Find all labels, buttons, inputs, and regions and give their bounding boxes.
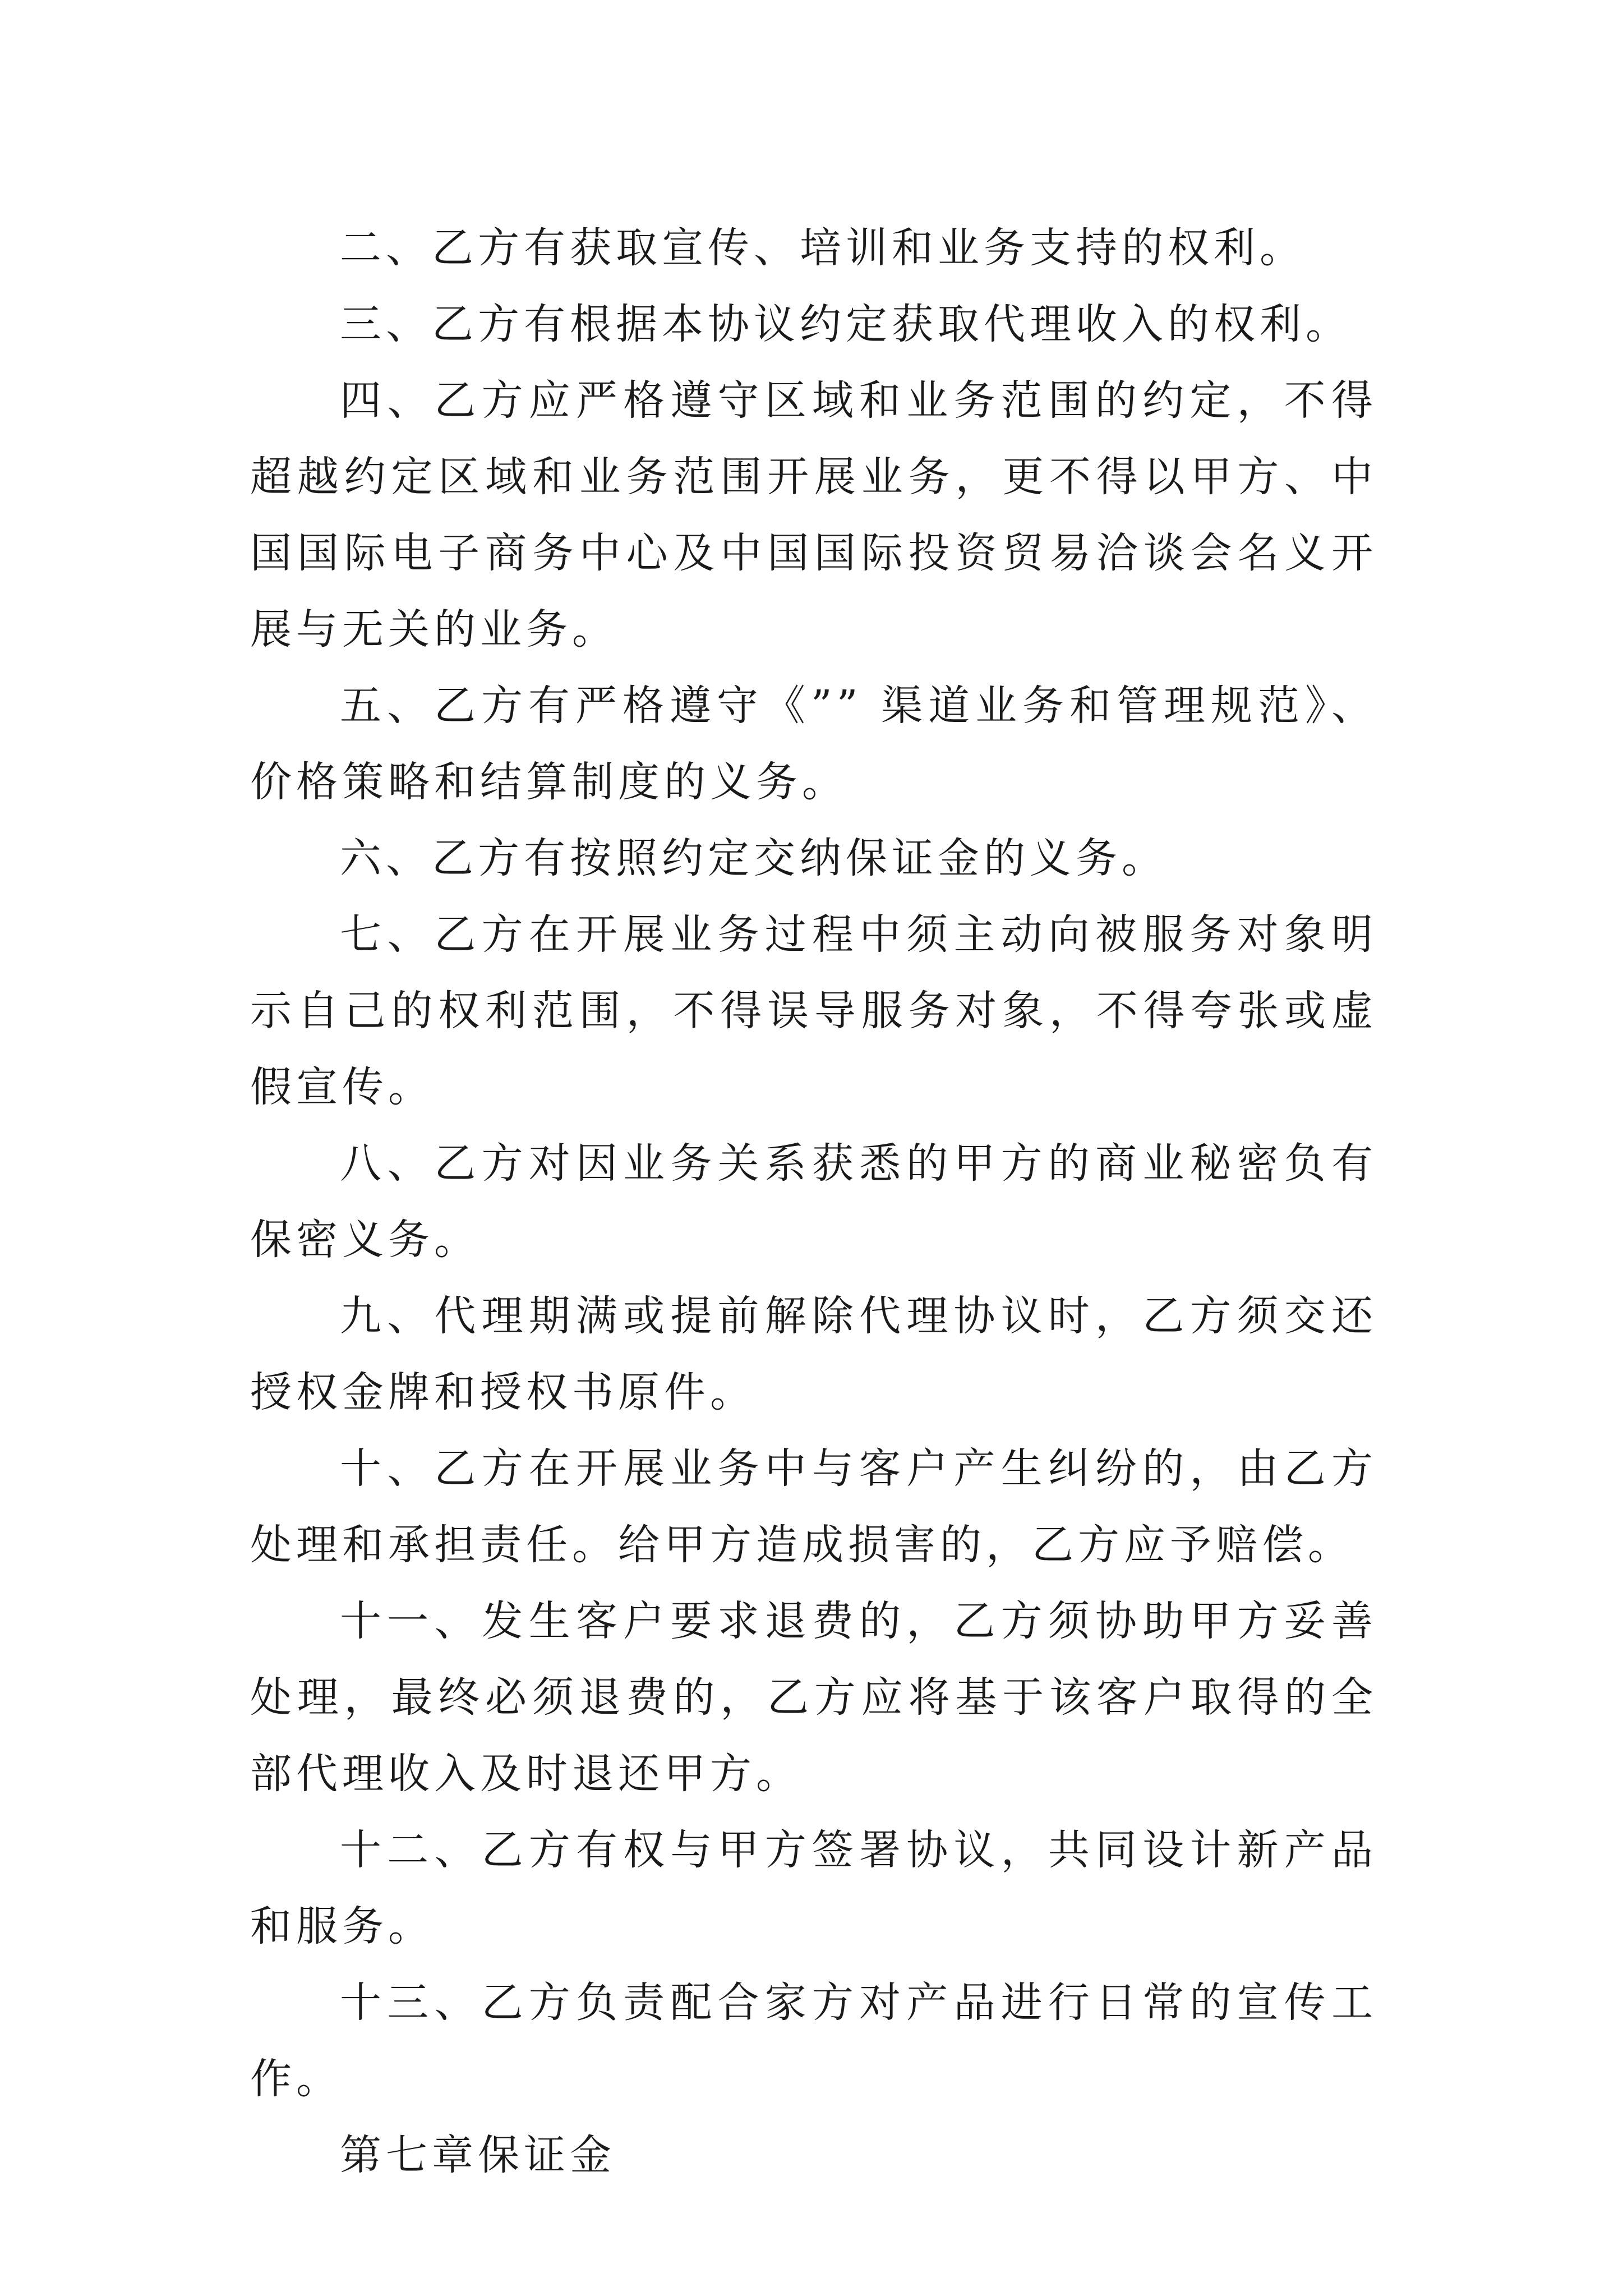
- paragraph-8: 八、乙方对因业务关系获悉的甲方的商业秘密负有保密义务。: [250, 1139, 1377, 1264]
- paragraph-13: 十三、乙方负责配合家方对产品进行日常的宣传工作。: [250, 1978, 1377, 2103]
- paragraph-4: 四、乙方应严格遵守区域和业务范围的约定，不得超越约定区域和业务范围开展业务，更不得以甲方、中国国际电子商务中心及中国国际投资贸易洽谈会名义开展与无关的业务。: [250, 376, 1377, 654]
- paragraph-5: 五、乙方有严格遵守《”” 渠道业务和管理规范》、价格策略和结算制度的义务。: [250, 682, 1377, 806]
- paragraph-11: 十一、发生客户要求退费的，乙方须协助甲方妥善处理，最终必须退费的，乙方应将基于该客户取得的全部代理收入及时退还甲方。: [250, 1597, 1377, 1798]
- paragraph-12: 十二、乙方有权与甲方签署协议，共同设计新产品和服务。: [250, 1826, 1377, 1950]
- chapter-heading: 第七章保证金: [340, 2131, 616, 2179]
- paragraph-2: 二、乙方有获取宣传、培训和业务支持的权利。: [340, 224, 1306, 272]
- paragraph-9: 九、代理期满或提前解除代理协议时，乙方须交还授权金牌和授权书原件。: [250, 1292, 1377, 1416]
- document-body: [250, 210, 1377, 2193]
- paragraph-10: 十、乙方在开展业务中与客户产生纠纷的，由乙方处理和承担责任。给甲方造成损害的，乙方应予赔偿。: [250, 1444, 1377, 1569]
- paragraph-3: 三、乙方有根据本协议约定获取代理收入的权利。: [340, 300, 1352, 348]
- paragraph-7: 七、乙方在开展业务过程中须主动向被服务对象明示自己的权利范围，不得误导服务对象，不得夸张或虚假宣传。: [250, 910, 1377, 1111]
- paragraph-6: 六、乙方有按照约定交纳保证金的义务。: [340, 834, 1168, 882]
